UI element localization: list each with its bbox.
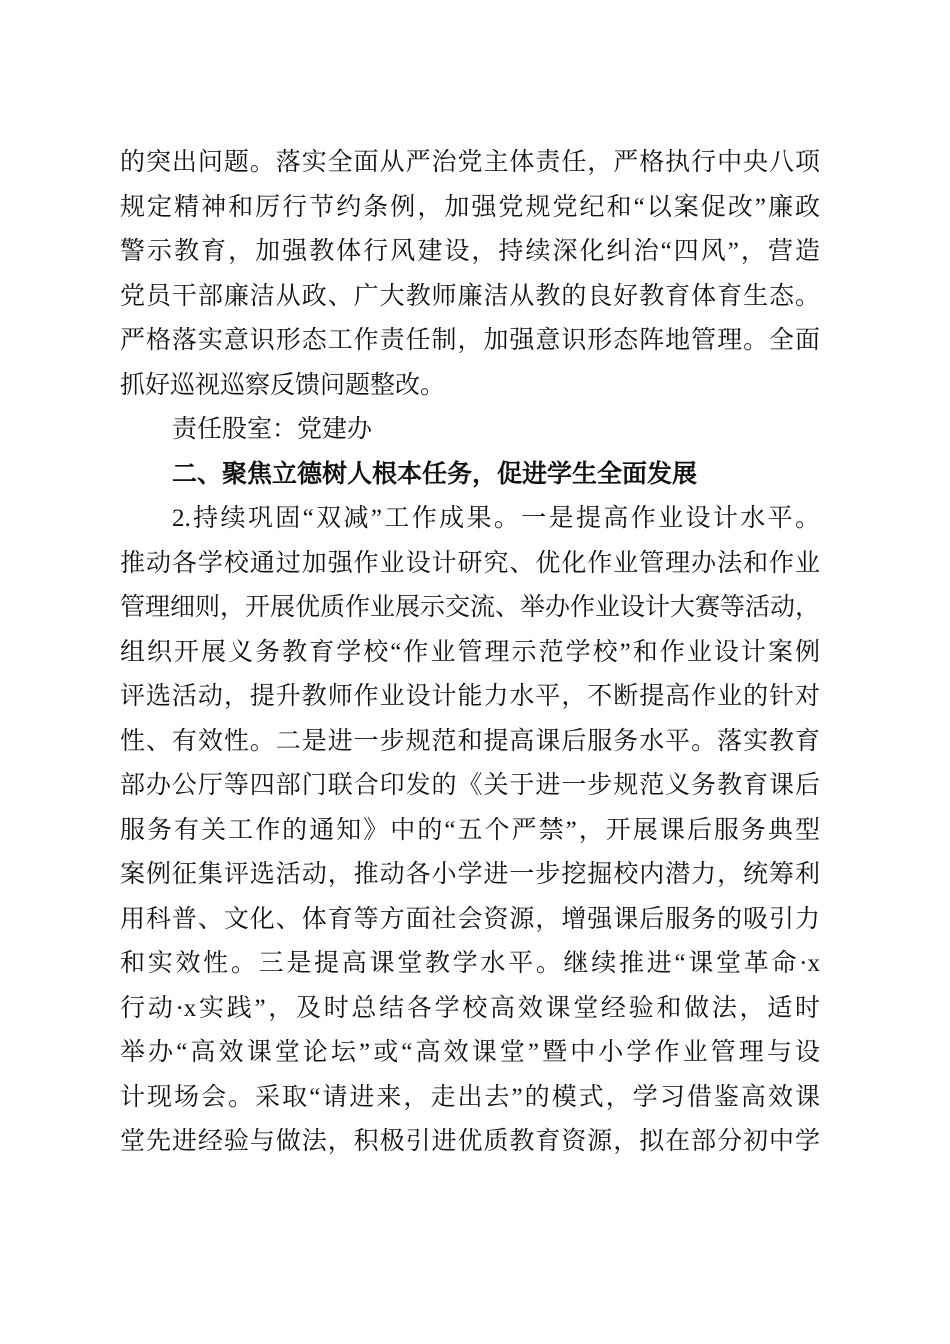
paragraph-line: 抓好巡视巡察反馈问题整改。 — [120, 371, 446, 399]
paragraph-line: 规定精神和厉行节约条例，加强党规党纪和“以案促改”廉政 — [120, 193, 820, 221]
paragraph-line: 的突出问题。落实全面从严治党主体责任，严格执行中央八项 — [120, 149, 820, 176]
paragraph-line: 堂先进经验与做法，积极引进优质教育资源，拟在部分初中学 — [120, 1128, 820, 1155]
paragraph-line: 计现场会。采取“请进来，走出去”的模式，学习借鉴高效课 — [120, 1083, 820, 1111]
paragraph-line: 警示教育，加强教体行风建设，持续深化纠治“四风”，营造 — [120, 238, 820, 265]
paragraph-line: 服务有关工作的通知》中的“五个严禁”，开展课后服务典型 — [120, 816, 820, 844]
paragraph-line: 举办“高效课堂论坛”或“高效课堂”暨中小学作业管理与设 — [120, 1039, 820, 1066]
paragraph-line: 部办公厅等四部门联合印发的《关于进一步规范义务教育课后 — [120, 772, 820, 799]
paragraph-line: 评选活动，提升教师作业设计能力水平，不断提高作业的针对 — [120, 683, 820, 710]
paragraph-line: 和实效性。三是提高课堂教学水平。继续推进“课堂革命·x — [120, 950, 820, 977]
document-body — [120, 141, 820, 1165]
section-heading: 二、聚焦立德树人根本任务，促进学生全面发展 — [172, 460, 698, 488]
paragraph-double-reduction — [120, 497, 820, 1165]
paragraph-line: 组织开展义务教育学校“作业管理示范学校”和作业设计案例 — [120, 638, 820, 666]
paragraph-line: 2.持续巩固“双减”工作成果。一是提高作业设计水平。 — [172, 505, 820, 532]
paragraph-line: 案例征集评选活动，推动各小学进一步挖掘校内潜力，统筹利 — [120, 861, 820, 888]
responsible-office: 责任股室：党建办 — [172, 416, 373, 443]
paragraph-line: 党员干部廉洁从政、广大教师廉洁从教的良好教育体育生态。 — [120, 282, 820, 310]
paragraph-party-discipline — [120, 141, 820, 408]
paragraph-line: 严格落实意识形态工作责任制，加强意识形态阵地管理。全面 — [120, 327, 820, 354]
paragraph-line: 管理细则，开展优质作业展示交流、举办作业设计大赛等活动， — [120, 594, 821, 621]
paragraph-line: 推动各学校通过加强作业设计研究、优化作业管理办法和作业 — [120, 549, 820, 577]
paragraph-line: 用科普、文化、体育等方面社会资源，增强课后服务的吸引力 — [120, 905, 820, 933]
paragraph-line: 性、有效性。二是进一步规范和提高课后服务水平。落实教育 — [120, 727, 820, 755]
paragraph-line: 行动·x实践”，及时总结各学校高效课堂经验和做法，适时 — [120, 994, 820, 1022]
